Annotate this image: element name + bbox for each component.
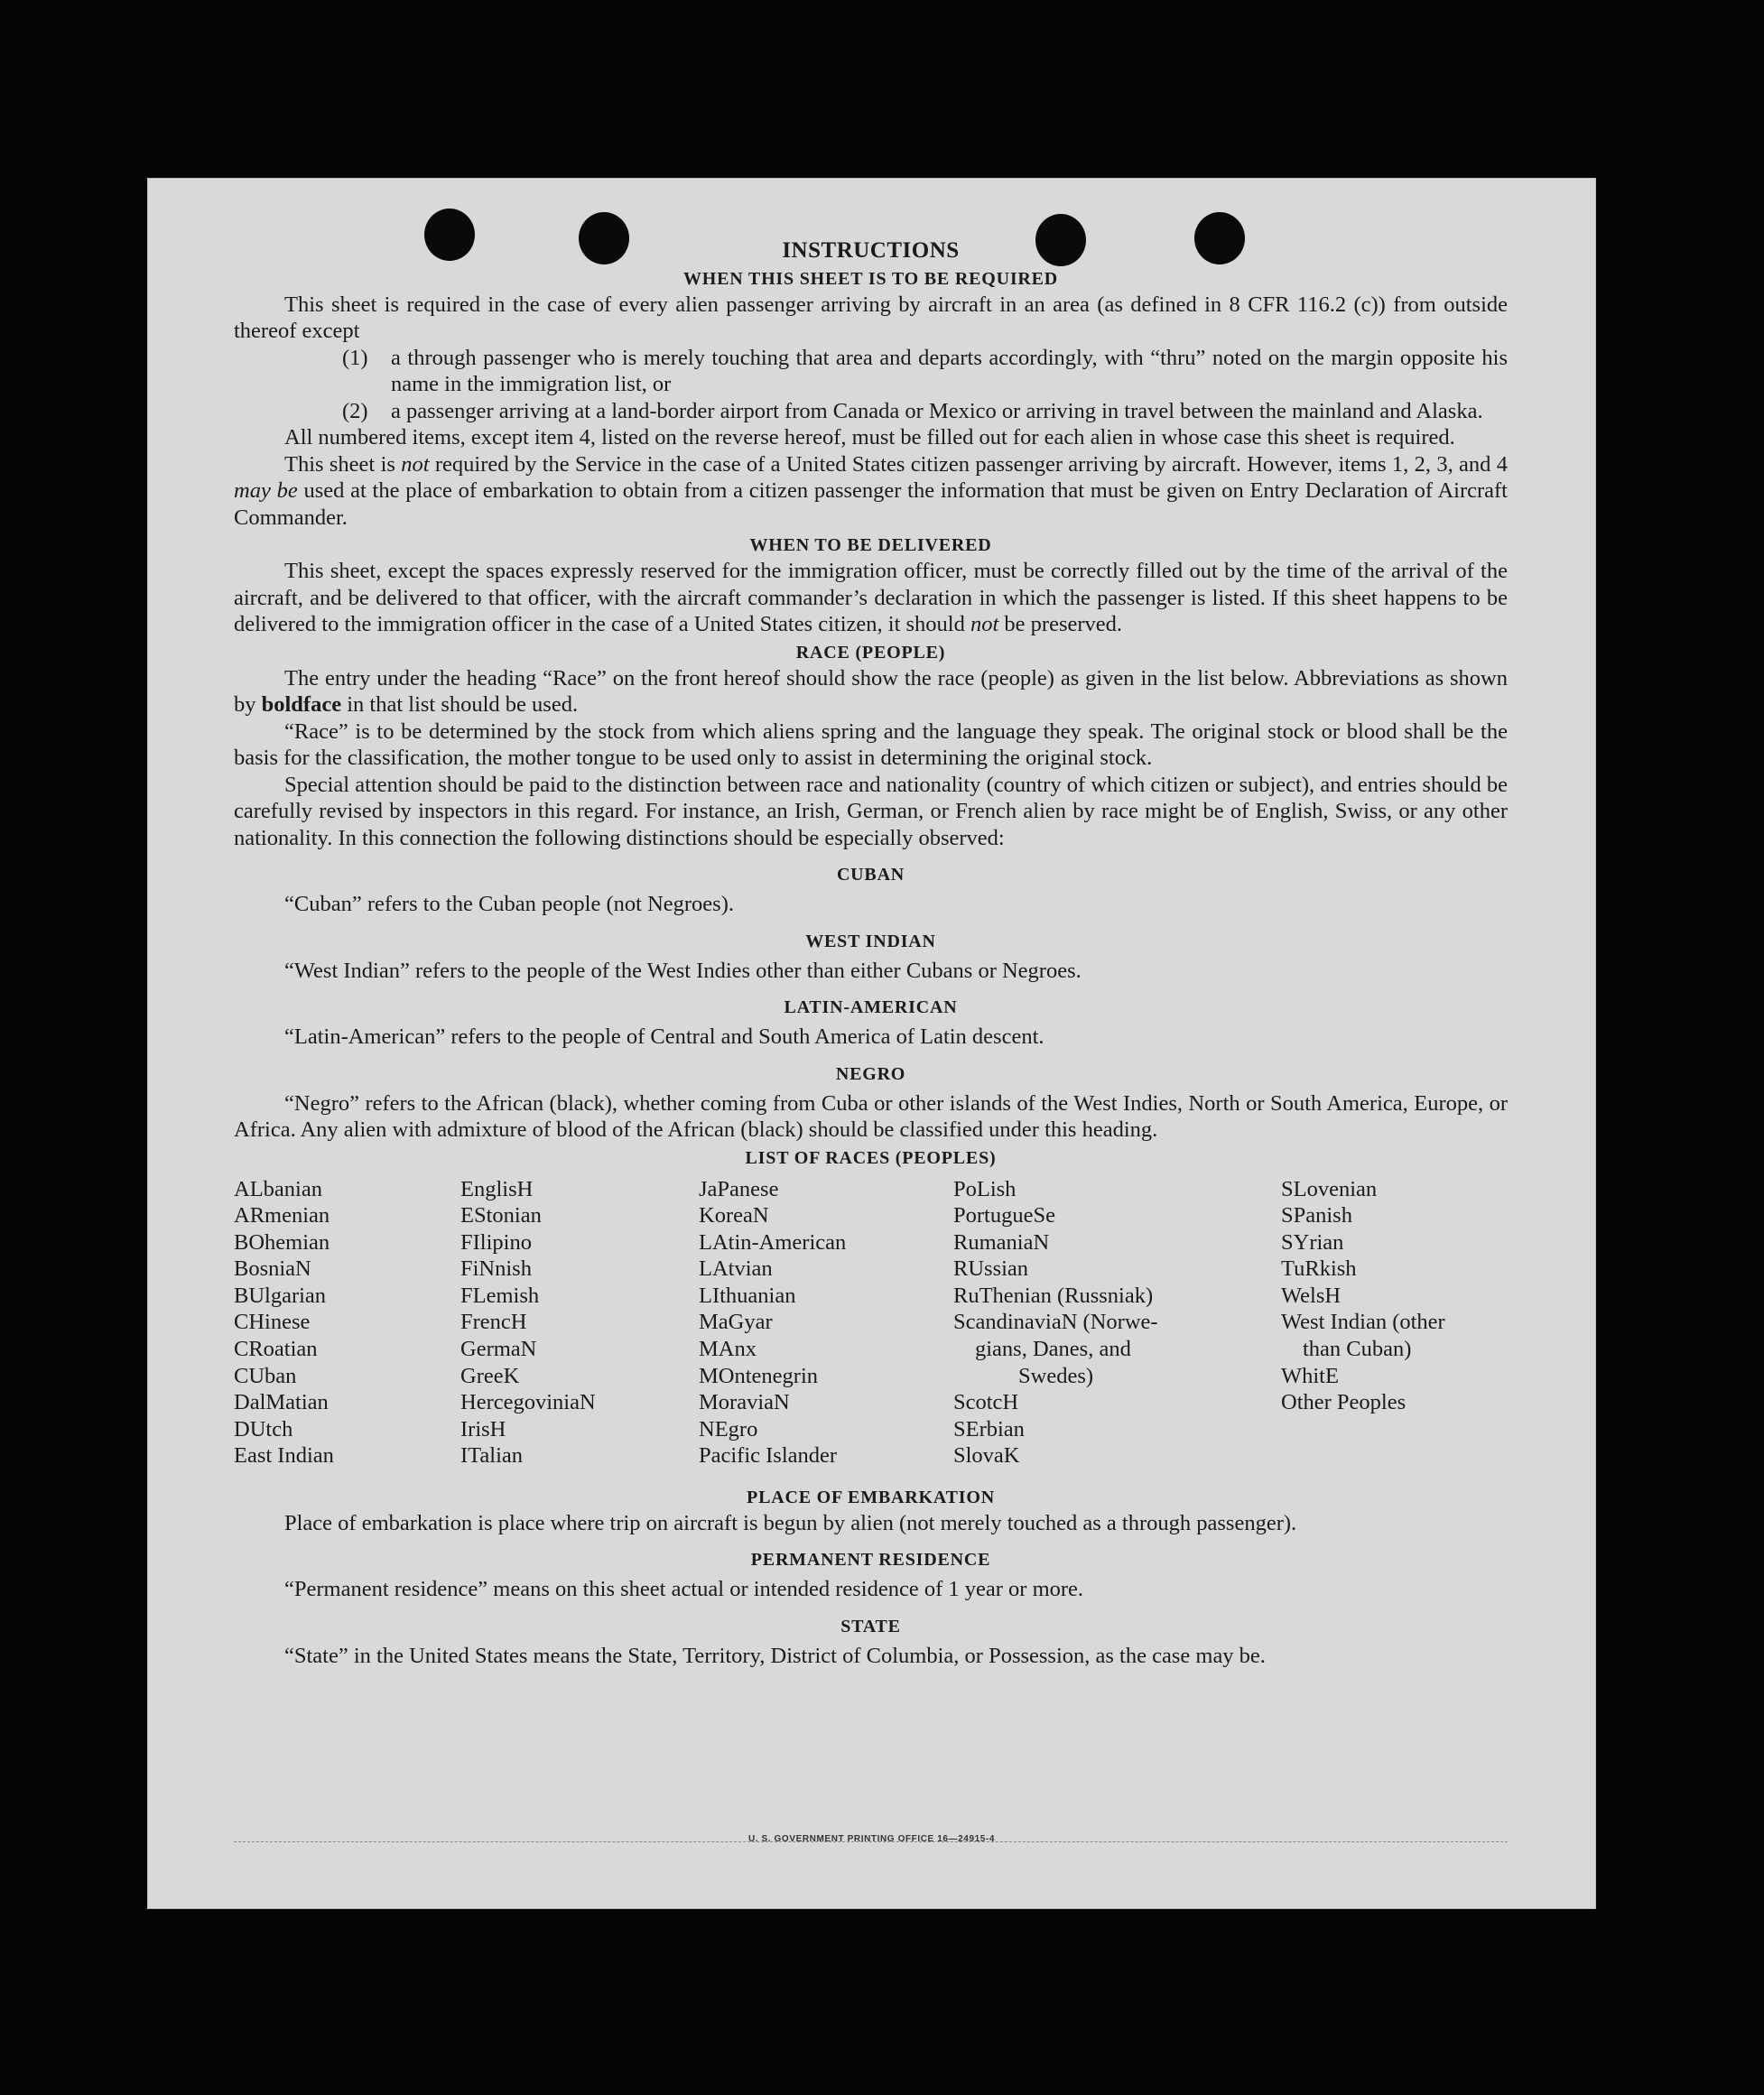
races-column-5: SLovenian SPanish SYrian TuRkish WelsH West Indian (other than Cuban) WhitE Other Peoples [1281,1176,1445,1415]
races-list [234,1176,1508,1483]
list-item [234,398,1508,425]
paragraph: “Latin-American” refers to the people of Central and South America of Latin descent. [284,1024,1044,1049]
item-number: (2) [342,398,368,423]
paragraph: This sheet is required in the case of every alien passenger arriving by aircraft in an area (as defined in 8 CFR 116.2 (c)) from outside thereof except [234,292,1508,343]
paragraph: This sheet is not required by the Service in the case of a United States citizen passenger arriving by aircraft. However, items 1, 2, 3, and 4 may be used at the place of embarkation to obtain from a citizen passenger the information that must be given on Entry Declaration of Aircraft Commander. [234,451,1508,530]
instructions-body [234,237,1508,1669]
paragraph: Special attention should be paid to the distinction between race and nationality (country of which citizen or subject), and entries should be carefully revised by inspectors in this regard. For instance, an Irish, German, or French alien by race might be of English, Swiss, or any other nationality. In this connection the following distinctions should be especially observed: [234,772,1508,850]
page-title: INSTRUCTIONS [782,238,960,263]
paragraph: Place of embarkation is place where trip on aircraft is begun by alien (not merely touched as a through passenger). [284,1510,1297,1535]
heading-negro: NEGRO [835,1063,906,1084]
item-text: a passenger arriving at a land-border airport from Canada or Mexico or arriving in travel between the mainland and Alaska. [391,398,1483,423]
printer-imprint: U. S. GOVERNMENT PRINTING OFFICE 16—24915-4 [747,1834,996,1844]
paragraph: This sheet, except the spaces expressly reserved for the immigration officer, must be correctly filled out by the time of the arrival of the aircraft, and be delivered to that officer, with the aircraft commander’s declaration in which the passenger is listed. If this sheet happens to be delivered to the immigration officer in the case of a United States citizen, it should not be preserved. [234,559,1508,636]
races-column-4: PoLish PortugueSe RumaniaN RUssian RuThenian (Russniak) ScandinaviaN (Norwe- gians, Danes, and Swedes) ScotcH SErbian SlovaK [953,1176,1158,1469]
heading-west-indian: WEST INDIAN [805,931,936,951]
heading-race: RACE (PEOPLE) [795,642,946,663]
paragraph: The entry under the heading “Race” on the front hereof should show the race (people) as given in the list below. Abbreviations as shown by boldface in that list should be used. [234,665,1508,717]
heading-list-of-races: LIST OF RACES (PEOPLES) [745,1147,997,1168]
races-column-3: JaPanese KoreaN LAtin-American LAtvian LIthuanian MaGyar MAnx MOntenegrin MoraviaN NEgro Pacific Islander [699,1176,847,1469]
paragraph: “Cuban” refers to the Cuban people (not Negroes). [284,892,734,916]
paragraph: “West Indian” refers to the people of the West Indies other than either Cubans or Negroes. [284,958,1082,983]
heading-permanent-residence: PERMANENT RESIDENCE [750,1550,991,1570]
paragraph: “Negro” refers to the African (black), whether coming from Cuba or other islands of the West Indies, North or South America, Europe, or Africa. Any alien with admixture of blood of the African (black) should be classified under this heading. [234,1090,1508,1142]
races-column-2: EnglisH EStonian FIlipino FiNnish FLemish FrencH GermaN GreeK HercegoviniaN IrisH ITalian [460,1176,596,1469]
item-number: (1) [342,345,368,370]
item-text: a through passenger who is merely touching that area and departs accordingly, with “thru” noted on the margin opposite his name in the immigration list, or [391,345,1508,396]
heading-state: STATE [840,1616,901,1636]
document-sheet [147,178,1596,1909]
heading-cuban: CUBAN [836,865,905,885]
heading-latin-american: LATIN-AMERICAN [784,997,958,1017]
heading-when-required: WHEN THIS SHEET IS TO BE REQUIRED [682,268,1059,289]
paragraph: “Permanent residence” means on this sheet actual or intended residence of 1 year or more. [284,1577,1084,1601]
list-item [234,345,1508,398]
races-column-1: ALbanian ARmenian BOhemian BosniaN BUlgarian CHinese CRoatian CUban DalMatian DUtch East Indian [234,1176,334,1469]
paragraph: “Race” is to be determined by the stock from which aliens spring and the language they speak. The original stock or blood shall be the basis for the classification, the mother tongue to be used only to assist in determining the original stock. [234,718,1508,770]
heading-when-delivered: WHEN TO BE DELIVERED [749,535,992,555]
heading-embarkation: PLACE OF EMBARKATION [747,1487,995,1507]
paragraph: “State” in the United States means the State, Territory, District of Columbia, or Possession, as the case may be. [284,1643,1266,1668]
paragraph: All numbered items, except item 4, listed on the reverse hereof, must be filled out for each alien in whose case this sheet is required. [284,425,1455,450]
